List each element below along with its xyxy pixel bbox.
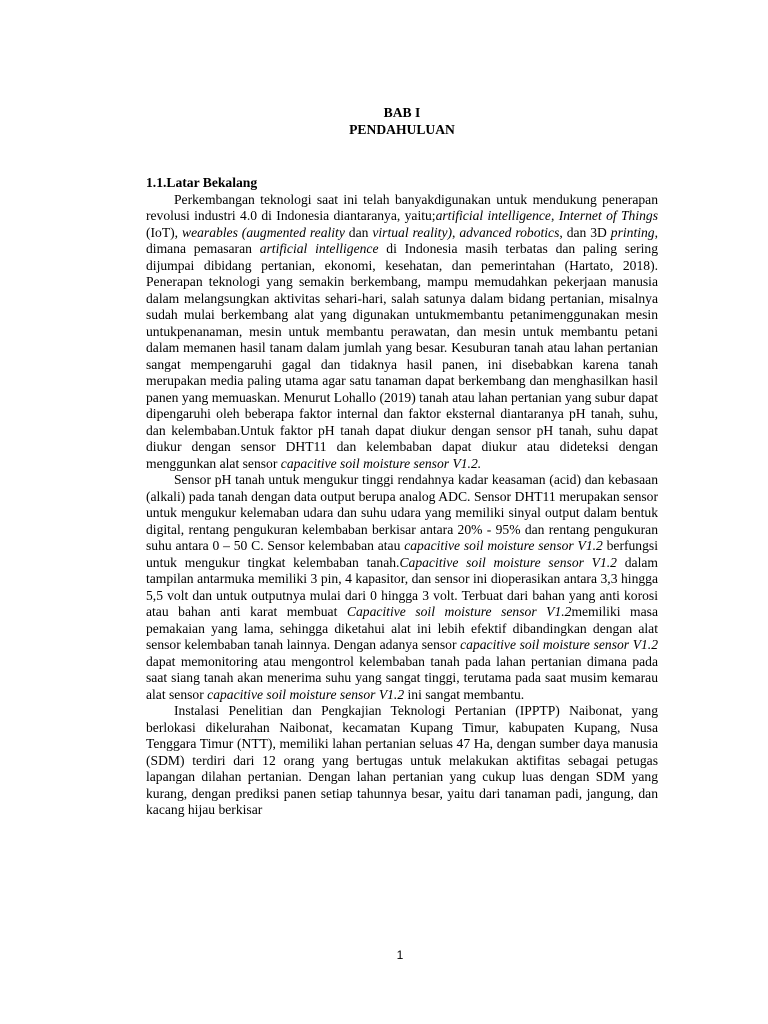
text-run: Capacitive soil moisture sensor V1.2 bbox=[399, 554, 617, 570]
paragraph-2 bbox=[146, 472, 658, 703]
text-run: capacitive soil moisture sensor V1.2 bbox=[404, 538, 603, 553]
text-run: capacitive soil moisture sensor V1.2 bbox=[460, 637, 658, 652]
text-run: berfungsi untuk mengukur tingkat kelembaban tanah. bbox=[146, 538, 658, 570]
text-run: printing bbox=[610, 224, 655, 240]
document-body bbox=[146, 175, 658, 819]
text-run: , dan 3D bbox=[559, 224, 611, 240]
text-run: dapat memonitoring atau mengontrol kelembaban tanah pada lahan pertanian dimana pada saat siang tanah akan menerima suhu yang sangat tinggi, terutama pada saat musim kemarau alat sensor bbox=[146, 653, 658, 702]
text-run: memiliki masa pemakaian yang lama, sehingga diketahui alat ini lebih efektif dibandingkan dengan alat sensor kelembaban tanah lainnya. Dengan adanya sensor bbox=[146, 604, 658, 652]
paragraph-3 bbox=[146, 703, 658, 819]
text-run: (IoT), bbox=[146, 224, 182, 240]
text-run: capacitive soil moisture sensor V1.2 bbox=[207, 686, 405, 702]
text-run: capacitive soil moisture sensor V1.2. bbox=[280, 455, 482, 471]
text-run: wearables (augmented reality bbox=[182, 224, 345, 240]
text-run: Sensor pH tanah untuk mengukur tinggi rendahnya kadar keasaman (acid) dan kebasaan (alkali) pada tanah dengan data output berupa analog ADC. Sensor DHT11 merupakan sensor untuk mengukur kelemaban udara dan suhu udara yang memiliki sinyal output dalam bentuk digital, rentang pengukuran kelembaban berkisar antara 20% - 95% dan rentang pengukuran suhu antara 0 – 50 C. Sensor kelembaban atau bbox=[146, 472, 658, 553]
text-run: ini sangat membantu. bbox=[404, 686, 525, 702]
text-run: Capacitive soil moisture sensor V1.2 bbox=[346, 604, 572, 619]
text-run: artificial intelligence bbox=[259, 241, 379, 256]
text-run: di Indonesia masih terbatas dan paling sering dijumpai dibidang pertanian, ekonomi, kesehatan, dan pemerintahan (Hartato, 2018). Penerapan teknologi yang semakin berkembang, mampu memudahkan pekerjaan manusia dalam melangsungkan aktivitas sehari-hari, salah satunya dalam bidang pertanian, misalnya sudah mulai berkembang alat yang digunakan untukmembantu petanimenggunakan mesin untukpenanaman, mesin untuk membantu perawatan, dan mesin untuk membantu petani dalam memanen hasil tanam dalam jumlah yang besar. Kesuburan tanah atau lahan pertanian sangat mempengaruhi gagal dan tidaknya hasil panen, ini disebabkan karena tanah merupakan media paling utama agar satu tanaman dapat berkembang dan menghasilkan hasil panen yang memuaskan. Menurut Lohallo (2019) tanah atau lahan pertanian yang subur dapat dipengaruhi oleh beberapa faktor internal dan faktor eksternal diantaranya pH tanah, suhu, dan kelembaban.Untuk faktor pH tanah dapat diukur dengan sensor pH tanah, suhu dapat diukur dengan sensor DHT11 dan kelembaban dapat diukur atau dideteksi dengan menggunkan alat sensor bbox=[146, 241, 658, 471]
section-heading: 1.1.Latar Bekalang bbox=[146, 175, 258, 190]
text-run: dan bbox=[344, 224, 373, 240]
page-number: 1 bbox=[396, 948, 404, 962]
text-run: , bbox=[452, 224, 460, 240]
chapter-heading bbox=[146, 104, 658, 138]
text-run: , dimana pemasaran bbox=[146, 224, 658, 256]
text-run: Instalasi Penelitian dan Pengkajian Teknologi Pertanian (IPPTP) Naibonat, yang berlokasi dikelurahan Naibonat, kecamatan Kupang Timur, kabupaten Kupang, Nusa Tenggara Timur (NTT), memiliki lahan pertanian seluas 47 Ha, dengan sumber daya manusia (SDM) terdiri dari 12 orang yang bertugas untuk melakukan aktifitas sebagai petugas lapangan dilahan pertanian. Dengan lahan pertanian yang cukup luas dengan SDM yang kurang, dengan prediksi panen setiap tahunnya besar, yaitu dari tanaman padi, jangung, dan kacang hijau berkisar bbox=[146, 703, 658, 817]
text-run: Internet of Things bbox=[558, 208, 659, 223]
text-run: Perkembangan teknologi saat ini telah banyakdigunakan untuk mendukung penerapan revolusi industri 4.0 di Indonesia diantaranya, yaitu; bbox=[146, 191, 658, 223]
text-run: , bbox=[550, 208, 559, 223]
text-run: advanced robotics bbox=[459, 224, 560, 240]
text-run: artificial intelligence bbox=[435, 208, 551, 223]
paragraph-1 bbox=[146, 192, 658, 473]
chapter-title: PENDAHULUAN bbox=[349, 122, 455, 137]
text-run: dalam tampilan antarmuka memiliki 3 pin, 4 kapasitor, dan sensor ini dioperasikan antara 3,3 hingga 5,5 volt dan untuk outputnya mulai dari 0 hingga 3 volt. Terbuat dari bahan yang anti korosi atau bahan anti karat membuat bbox=[146, 554, 658, 619]
text-run: virtual reality) bbox=[372, 224, 453, 240]
chapter-number: BAB I bbox=[383, 105, 421, 120]
